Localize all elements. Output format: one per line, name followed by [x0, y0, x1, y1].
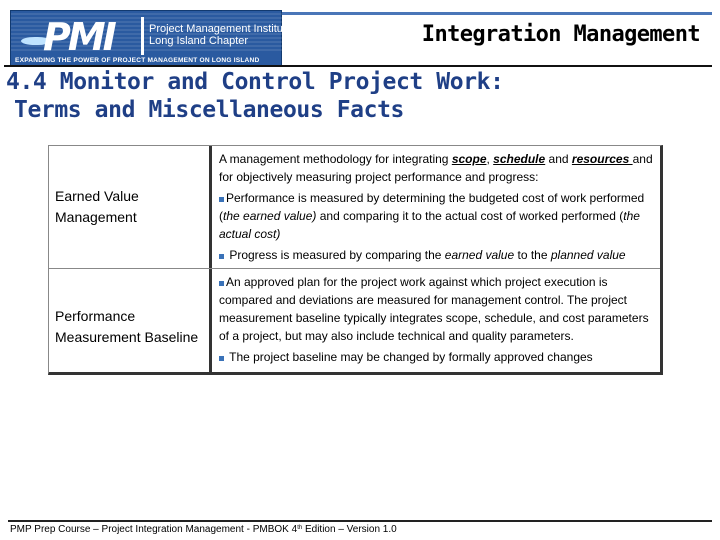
pmb-bullet-definition	[219, 273, 654, 345]
term-earned-value-management: Earned Value Management	[55, 188, 139, 225]
term-performance-measurement-baseline: Performance Measurement Baseline	[55, 307, 199, 345]
bullet-icon	[219, 281, 224, 286]
pmb-change-text: The project baseline may be changed by formally approved changes	[226, 350, 593, 364]
evm-earned-value-ref: earned value	[444, 248, 515, 262]
evm-bullet-progress	[219, 246, 654, 264]
footer-version-label: Edition – Version 1.0	[302, 524, 397, 535]
pmb-bullet-change	[219, 348, 654, 366]
evm-intro-rest: and for objectively measuring project performance and progress:	[219, 152, 653, 184]
table-row	[49, 146, 660, 269]
footer-edition-suffix: th	[297, 525, 303, 531]
slide-title-line1: 4.4 Monitor and Control Project Work:	[6, 69, 504, 95]
evm-progress-text: Progress is measured by comparing the	[226, 248, 445, 262]
pmb-definition-text: An approved plan for the project work against which project execution is compared and deviations are measured for management control. The project measurement baseline typically integrates scope, schedule, and cost parameters of a project, but may also include technical and quality parameters.	[219, 275, 649, 343]
logo-emblem	[17, 15, 139, 59]
logo-tagline: EXPANDING THE POWER OF PROJECT MANAGEMENT ON LONG ISLAND	[15, 57, 260, 64]
evm-definition	[219, 150, 654, 186]
evm-bullet-performance	[219, 189, 654, 243]
table-row	[49, 269, 660, 372]
logo-chapter-name: Long Island Chapter	[149, 35, 249, 47]
logo-org-name: Project Management Institute	[149, 23, 293, 35]
evm-performance-text: Performance is measured by determining the budgeted cost of work performed (	[219, 191, 645, 223]
bullet-icon	[219, 254, 224, 259]
header-title: Integration Management	[421, 22, 700, 47]
evm-term-scope: scope	[451, 152, 487, 166]
description-cell	[215, 269, 660, 372]
evm-term-resources: resources	[571, 152, 633, 166]
footer-course-label: PMP Prep Course – Project Integration Management - PMBOK 4	[10, 524, 298, 535]
footer-divider	[8, 520, 712, 522]
evm-performance-text-cont: and comparing it to the actual cost of worked performed (	[316, 209, 624, 223]
pmi-logo	[10, 10, 293, 66]
term-cell	[49, 146, 212, 268]
slide-title-line2: Terms and Miscellaneous Facts	[14, 97, 404, 123]
footer-text	[10, 524, 397, 536]
logo-divider	[141, 17, 144, 55]
evm-conjunction: and	[545, 152, 572, 166]
bullet-icon	[219, 356, 224, 361]
logo-mark: PMI	[43, 15, 114, 59]
evm-earned-value-term: the earned value)	[223, 209, 317, 223]
description-cell	[215, 146, 660, 268]
header-accent-rule	[282, 12, 712, 15]
evm-progress-text-cont: to the	[514, 248, 551, 262]
evm-separator: ,	[486, 152, 494, 166]
slide-title	[6, 68, 706, 124]
header-divider	[4, 65, 712, 67]
evm-planned-value-term: planned value	[550, 248, 626, 262]
terms-table	[48, 145, 663, 375]
bullet-icon	[219, 197, 224, 202]
evm-intro-text: A management methodology for integrating	[219, 152, 452, 166]
term-cell	[49, 269, 212, 372]
evm-term-schedule: schedule	[493, 152, 546, 166]
evm-actual-cost-term: the actual cost)	[219, 209, 640, 241]
